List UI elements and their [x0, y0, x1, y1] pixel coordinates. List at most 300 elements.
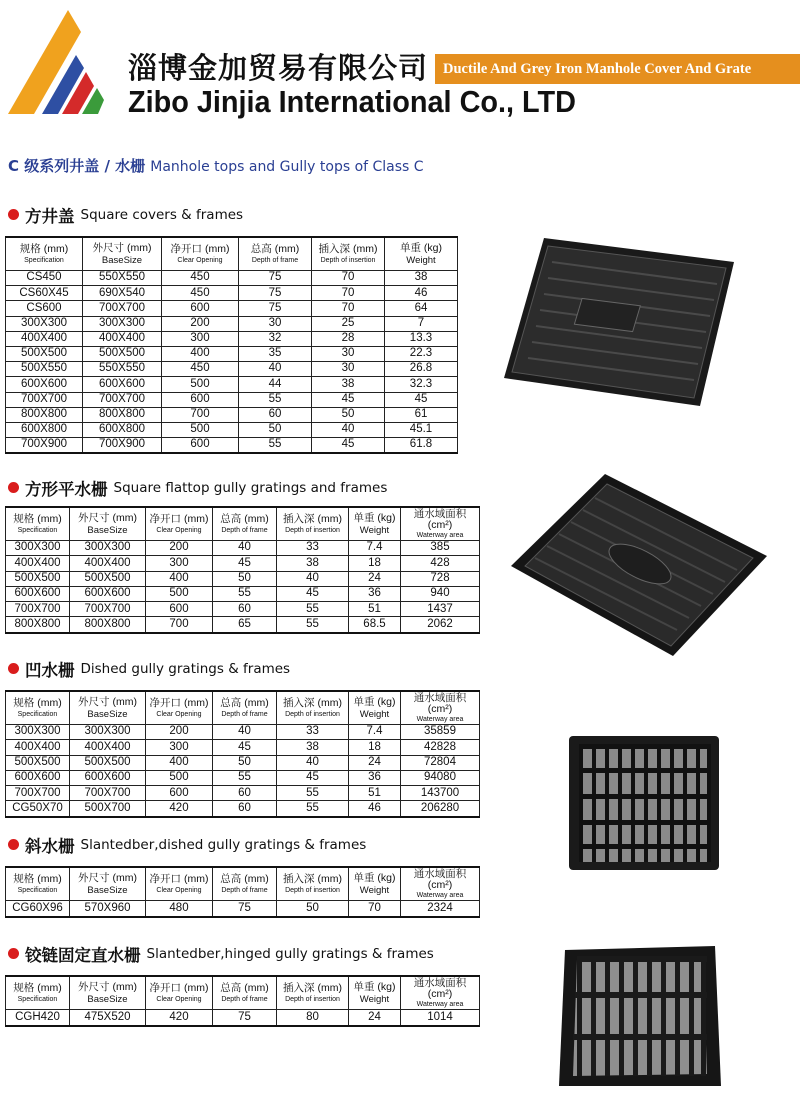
- table-cell: 50: [213, 755, 277, 770]
- table-cell: 38: [277, 556, 349, 571]
- table-cell: 700X700: [70, 786, 146, 801]
- column-header-en: Depth of frame: [221, 995, 268, 1003]
- column-header: [349, 976, 401, 1010]
- table-cell: 46: [349, 801, 401, 817]
- column-header: [146, 976, 213, 1010]
- column-header-en: Specification: [24, 256, 64, 264]
- table-cell: 24: [349, 1010, 401, 1026]
- column-header-cn: 总高 (mm): [220, 697, 269, 710]
- table-row: [6, 1010, 480, 1026]
- column-header-cn: 通水域面积 (cm²): [413, 508, 467, 531]
- table-cell: 400X400: [6, 331, 83, 346]
- section-title-en: Square flattop gully gratings and frames: [113, 480, 388, 496]
- section-title-en: Square covers & frames: [80, 207, 244, 223]
- table-cell: 55: [277, 786, 349, 801]
- table-cell: 450: [162, 286, 239, 301]
- column-header-en: BaseSize: [87, 993, 128, 1005]
- table-cell: 32: [239, 331, 312, 346]
- table-cell: 45: [213, 556, 277, 571]
- column-header-en: Specification: [17, 886, 58, 894]
- table-cell: 70: [312, 286, 385, 301]
- table-cell: 600X600: [6, 770, 70, 785]
- table-cell: 1437: [401, 602, 480, 617]
- table-cell: 570X960: [70, 901, 146, 917]
- section-title-cn: 凹水栅: [25, 661, 75, 680]
- table-cell: 500X500: [83, 346, 162, 361]
- spec-table: [5, 236, 458, 454]
- table-cell: 500: [162, 377, 239, 392]
- column-header: [277, 867, 349, 901]
- table-cell: 300X300: [6, 725, 70, 740]
- column-header-en: BaseSize: [87, 708, 128, 720]
- column-header-cn: 插入深 (mm): [283, 697, 342, 710]
- column-header-cn: 通水域面积 (cm²): [413, 977, 467, 1000]
- table-cell: 600X800: [6, 422, 83, 437]
- class-title-cn: C 级系列井盖 / 水栅: [8, 157, 146, 175]
- column-header-cn: 净开口 (mm): [149, 982, 209, 995]
- table-cell: 700X700: [70, 602, 146, 617]
- column-header-en: Clear Opening: [156, 710, 202, 718]
- table-cell: 33: [277, 541, 349, 556]
- column-header-cn: 规格 (mm): [13, 873, 62, 886]
- table-cell: 940: [401, 586, 480, 601]
- table-row: [6, 316, 458, 331]
- table-row: [6, 392, 458, 407]
- hinged-grating-image: [555, 942, 725, 1090]
- column-header-en: Depth of insertion: [285, 886, 340, 894]
- table-cell: 450: [162, 362, 239, 377]
- column-header: [312, 237, 385, 271]
- table-cell: 400X400: [83, 331, 162, 346]
- column-header-cn: 插入深 (mm): [283, 873, 342, 886]
- column-header-cn: 单重 (kg): [353, 872, 396, 884]
- table-cell: 400: [162, 346, 239, 361]
- column-header-cn: 总高 (mm): [250, 243, 300, 256]
- table-row: [6, 286, 458, 301]
- table-cell: 400X400: [70, 556, 146, 571]
- spec-table: [5, 975, 480, 1027]
- table-cell: 200: [162, 316, 239, 331]
- section-title-en: Slantedber,dished gully gratings & frames: [80, 837, 367, 853]
- table-cell: 300: [146, 556, 213, 571]
- table-cell: 45: [385, 392, 458, 407]
- table-cell: 60: [213, 786, 277, 801]
- table-cell: 600: [162, 301, 239, 316]
- table-cell: 690X540: [83, 286, 162, 301]
- table-cell: 600: [146, 602, 213, 617]
- column-header-cn: 总高 (mm): [220, 513, 269, 526]
- table-cell: 300X300: [6, 541, 70, 556]
- section-title: [8, 476, 387, 500]
- table-cell: 400X400: [70, 740, 146, 755]
- table-cell: 64: [385, 301, 458, 316]
- column-header-cn: 插入深 (mm): [283, 513, 342, 526]
- table-cell: 75: [213, 901, 277, 917]
- spec-table: [5, 690, 480, 818]
- table-cell: 600: [162, 392, 239, 407]
- table-cell: 206280: [401, 801, 480, 817]
- table-cell: 55: [213, 586, 277, 601]
- column-header: [213, 691, 277, 725]
- section-title-cn: 斜水栅: [25, 837, 75, 856]
- column-header: [385, 237, 458, 271]
- table-cell: 600X600: [83, 377, 162, 392]
- column-header: [83, 237, 162, 271]
- table-cell: 450: [162, 271, 239, 286]
- column-header: [239, 237, 312, 271]
- column-header-cn: 净开口 (mm): [149, 873, 209, 886]
- table-cell: 35859: [401, 725, 480, 740]
- table-cell: 500: [162, 422, 239, 437]
- table-cell: 65: [213, 617, 277, 633]
- table-cell: 75: [239, 286, 312, 301]
- table-cell: 800X800: [70, 617, 146, 633]
- column-header: [349, 507, 401, 541]
- table-cell: 550X550: [83, 271, 162, 286]
- table-cell: 420: [146, 1010, 213, 1026]
- column-header-cn: 外尺寸 (mm): [78, 696, 137, 708]
- column-header: [146, 507, 213, 541]
- column-header-cn: 外尺寸 (mm): [92, 242, 152, 254]
- table-cell: 25: [312, 316, 385, 331]
- table-cell: 13.3: [385, 331, 458, 346]
- table-cell: 600X600: [6, 377, 83, 392]
- table-cell: 428: [401, 556, 480, 571]
- column-header-en: Weight: [359, 524, 390, 536]
- table-cell: 480: [146, 901, 213, 917]
- table-cell: 40: [277, 571, 349, 586]
- table-cell: 7.4: [349, 541, 401, 556]
- table-cell: 400: [146, 755, 213, 770]
- table-cell: 385: [401, 541, 480, 556]
- column-header: [401, 867, 480, 901]
- table-row: [6, 438, 458, 454]
- table-cell: 44: [239, 377, 312, 392]
- class-title-en: Manhole tops and Gully tops of Class C: [150, 159, 424, 175]
- table-cell: 24: [349, 571, 401, 586]
- table-cell: 50: [239, 422, 312, 437]
- table-cell: CG50X70: [6, 801, 70, 817]
- table-cell: 475X520: [70, 1010, 146, 1026]
- table-cell: 400X400: [6, 740, 70, 755]
- dished-grating-image: [565, 732, 725, 874]
- column-header: [213, 976, 277, 1010]
- column-header-cn: 插入深 (mm): [318, 243, 378, 256]
- column-header-cn: 净开口 (mm): [149, 697, 209, 710]
- column-header-en: Depth of frame: [221, 886, 268, 894]
- bullet-dot-icon: [8, 948, 19, 959]
- table-row: [6, 755, 480, 770]
- table-cell: 61: [385, 407, 458, 422]
- table-cell: 700X900: [83, 438, 162, 454]
- table-cell: 550X550: [83, 362, 162, 377]
- table-row: [6, 362, 458, 377]
- table-row: [6, 346, 458, 361]
- table-cell: 60: [213, 801, 277, 817]
- column-header: [277, 976, 349, 1010]
- column-header-cn: 单重 (kg): [353, 981, 396, 993]
- column-header-en: Depth of frame: [221, 526, 268, 534]
- table-cell: 40: [213, 541, 277, 556]
- column-header-en: Waterway area: [416, 1001, 464, 1008]
- bullet-dot-icon: [8, 839, 19, 850]
- column-header-en: Waterway area: [416, 716, 464, 723]
- table-cell: CS600: [6, 301, 83, 316]
- column-header-en: Clear Opening: [156, 995, 202, 1003]
- column-header: [401, 976, 480, 1010]
- table-cell: 55: [277, 617, 349, 633]
- column-header-en: Depth of insertion: [285, 710, 340, 718]
- table-row: [6, 541, 480, 556]
- table-cell: 2324: [401, 901, 480, 917]
- table-cell: 45: [312, 438, 385, 454]
- column-header: [401, 507, 480, 541]
- table-cell: 75: [239, 271, 312, 286]
- table-cell: 70: [312, 271, 385, 286]
- table-cell: 300X300: [6, 316, 83, 331]
- table-cell: 72804: [401, 755, 480, 770]
- table-cell: 700X700: [83, 392, 162, 407]
- column-header-cn: 规格 (mm): [13, 982, 62, 995]
- company-logo: [6, 8, 124, 116]
- table-cell: 40: [213, 725, 277, 740]
- table-cell: 70: [349, 901, 401, 917]
- bullet-dot-icon: [8, 209, 19, 220]
- table-cell: 75: [239, 301, 312, 316]
- table-cell: 51: [349, 602, 401, 617]
- section-title-cn: 方形平水栅: [25, 480, 108, 499]
- column-header-en: Depth of frame: [251, 256, 299, 264]
- table-cell: 24: [349, 755, 401, 770]
- table-cell: 75: [213, 1010, 277, 1026]
- table-row: [6, 301, 458, 316]
- table-cell: 600: [162, 438, 239, 454]
- column-header-en: Specification: [17, 995, 58, 1003]
- table-cell: 700X900: [6, 438, 83, 454]
- table-cell: 55: [277, 602, 349, 617]
- column-header: [213, 507, 277, 541]
- table-cell: 700: [162, 407, 239, 422]
- column-header: [6, 867, 70, 901]
- table-cell: 55: [239, 438, 312, 454]
- column-header-en: Clear Opening: [177, 256, 223, 264]
- table-cell: 200: [146, 541, 213, 556]
- table-cell: 50: [213, 571, 277, 586]
- table-cell: 51: [349, 786, 401, 801]
- table-cell: 30: [312, 362, 385, 377]
- table-cell: 300: [162, 331, 239, 346]
- table-cell: 40: [277, 755, 349, 770]
- column-header: [146, 867, 213, 901]
- column-header: [349, 867, 401, 901]
- table-cell: 45: [277, 586, 349, 601]
- table-row: [6, 271, 458, 286]
- table-cell: 500X500: [70, 571, 146, 586]
- square-cover-image: [492, 232, 744, 412]
- column-header: [6, 691, 70, 725]
- spec-table: [5, 866, 480, 918]
- column-header-cn: 规格 (mm): [13, 697, 62, 710]
- table-cell: 300X300: [70, 541, 146, 556]
- table-row: [6, 801, 480, 817]
- column-header-cn: 通水域面积 (cm²): [413, 692, 467, 715]
- table-cell: 300: [146, 740, 213, 755]
- table-cell: 7.4: [349, 725, 401, 740]
- table-cell: 700X700: [6, 392, 83, 407]
- table-cell: 500X550: [6, 362, 83, 377]
- table-cell: 55: [239, 392, 312, 407]
- table-cell: 500X500: [6, 346, 83, 361]
- column-header: [70, 507, 146, 541]
- column-header-en: BaseSize: [101, 254, 143, 266]
- table-cell: 28: [312, 331, 385, 346]
- table-cell: 50: [277, 901, 349, 917]
- column-header-en: Weight: [406, 254, 436, 266]
- table-cell: 33: [277, 725, 349, 740]
- table-cell: 55: [213, 770, 277, 785]
- table-cell: CS450: [6, 271, 83, 286]
- column-header: [70, 867, 146, 901]
- column-header-en: Clear Opening: [156, 526, 202, 534]
- table-cell: 45: [312, 392, 385, 407]
- bullet-dot-icon: [8, 482, 19, 493]
- column-header-en: Weight: [359, 993, 390, 1005]
- table-cell: 94080: [401, 770, 480, 785]
- table-cell: 7: [385, 316, 458, 331]
- column-header-cn: 单重 (kg): [353, 696, 396, 708]
- table-cell: 55: [277, 801, 349, 817]
- column-header: [162, 237, 239, 271]
- column-header: [6, 976, 70, 1010]
- table-cell: 700: [146, 617, 213, 633]
- column-header-cn: 总高 (mm): [220, 873, 269, 886]
- section-title-cn: 方井盖: [25, 207, 75, 226]
- table-row: [6, 377, 458, 392]
- column-header-cn: 单重 (kg): [353, 512, 396, 524]
- table-cell: 300X300: [83, 316, 162, 331]
- table-cell: CG60X96: [6, 901, 70, 917]
- table-cell: 500X500: [6, 755, 70, 770]
- section-title: [8, 203, 243, 227]
- table-cell: 800X800: [6, 407, 83, 422]
- company-name-cn: 淄博金加贸易有限公司: [128, 51, 429, 85]
- table-cell: 45.1: [385, 422, 458, 437]
- table-cell: 400X400: [6, 556, 70, 571]
- column-header-cn: 规格 (mm): [19, 243, 69, 256]
- column-header: [401, 691, 480, 725]
- class-title: [8, 155, 424, 176]
- table-row: [6, 602, 480, 617]
- column-header-en: Waterway area: [416, 532, 464, 539]
- table-cell: 40: [239, 362, 312, 377]
- table-cell: 600: [146, 786, 213, 801]
- table-cell: 60: [239, 407, 312, 422]
- table-row: [6, 407, 458, 422]
- bullet-dot-icon: [8, 663, 19, 674]
- column-header-en: Depth of insertion: [285, 526, 340, 534]
- table-row: [6, 331, 458, 346]
- section-title: [8, 942, 434, 966]
- table-cell: CS60X45: [6, 286, 83, 301]
- table-cell: 68.5: [349, 617, 401, 633]
- table-cell: 1014: [401, 1010, 480, 1026]
- table-cell: 36: [349, 770, 401, 785]
- table-cell: 18: [349, 740, 401, 755]
- column-header: [213, 867, 277, 901]
- spec-table: [5, 506, 480, 634]
- column-header: [349, 691, 401, 725]
- table-cell: 700X700: [83, 301, 162, 316]
- table-row: [6, 571, 480, 586]
- table-cell: 700X700: [6, 786, 70, 801]
- table-cell: 500X500: [6, 571, 70, 586]
- table-cell: 800X800: [83, 407, 162, 422]
- table-cell: 30: [239, 316, 312, 331]
- table-cell: 600X600: [70, 586, 146, 601]
- column-header-cn: 外尺寸 (mm): [78, 872, 137, 884]
- square-grating-image: [505, 470, 770, 660]
- product-banner: Ductile And Grey Iron Manhole Cover And Grate: [435, 54, 800, 84]
- column-header: [277, 691, 349, 725]
- table-cell: 600X600: [70, 770, 146, 785]
- table-cell: 400: [146, 571, 213, 586]
- column-header-en: Clear Opening: [156, 886, 202, 894]
- table-cell: 46: [385, 286, 458, 301]
- table-row: [6, 586, 480, 601]
- table-cell: 600X800: [83, 422, 162, 437]
- table-row: [6, 556, 480, 571]
- table-cell: 2062: [401, 617, 480, 633]
- table-cell: 18: [349, 556, 401, 571]
- column-header-cn: 外尺寸 (mm): [78, 981, 137, 993]
- section-title-cn: 铰链固定直水栅: [25, 946, 141, 965]
- table-row: [6, 422, 458, 437]
- column-header: [70, 691, 146, 725]
- table-cell: 500X500: [70, 755, 146, 770]
- column-header-cn: 通水域面积 (cm²): [413, 868, 467, 891]
- table-cell: 728: [401, 571, 480, 586]
- table-cell: 61.8: [385, 438, 458, 454]
- table-cell: 45: [213, 740, 277, 755]
- table-cell: 42828: [401, 740, 480, 755]
- table-cell: 50: [312, 407, 385, 422]
- section-title-en: Slantedber,hinged gully gratings & frames: [146, 946, 434, 962]
- table-cell: 26.8: [385, 362, 458, 377]
- section-title: [8, 657, 290, 681]
- column-header-en: Depth of frame: [221, 710, 268, 718]
- table-row: [6, 617, 480, 633]
- table-cell: 70: [312, 301, 385, 316]
- table-cell: 420: [146, 801, 213, 817]
- table-cell: 500: [146, 586, 213, 601]
- column-header: [6, 237, 83, 271]
- table-row: [6, 740, 480, 755]
- table-row: [6, 725, 480, 740]
- table-cell: 500X700: [70, 801, 146, 817]
- section-title: [8, 833, 366, 857]
- column-header-en: BaseSize: [87, 524, 128, 536]
- table-cell: 30: [312, 346, 385, 361]
- table-cell: 143700: [401, 786, 480, 801]
- table-cell: 700X700: [6, 602, 70, 617]
- column-header-en: Specification: [17, 710, 58, 718]
- table-cell: 35: [239, 346, 312, 361]
- column-header-en: Specification: [17, 526, 58, 534]
- table-cell: 45: [277, 770, 349, 785]
- column-header: [6, 507, 70, 541]
- table-cell: 60: [213, 602, 277, 617]
- table-cell: 200: [146, 725, 213, 740]
